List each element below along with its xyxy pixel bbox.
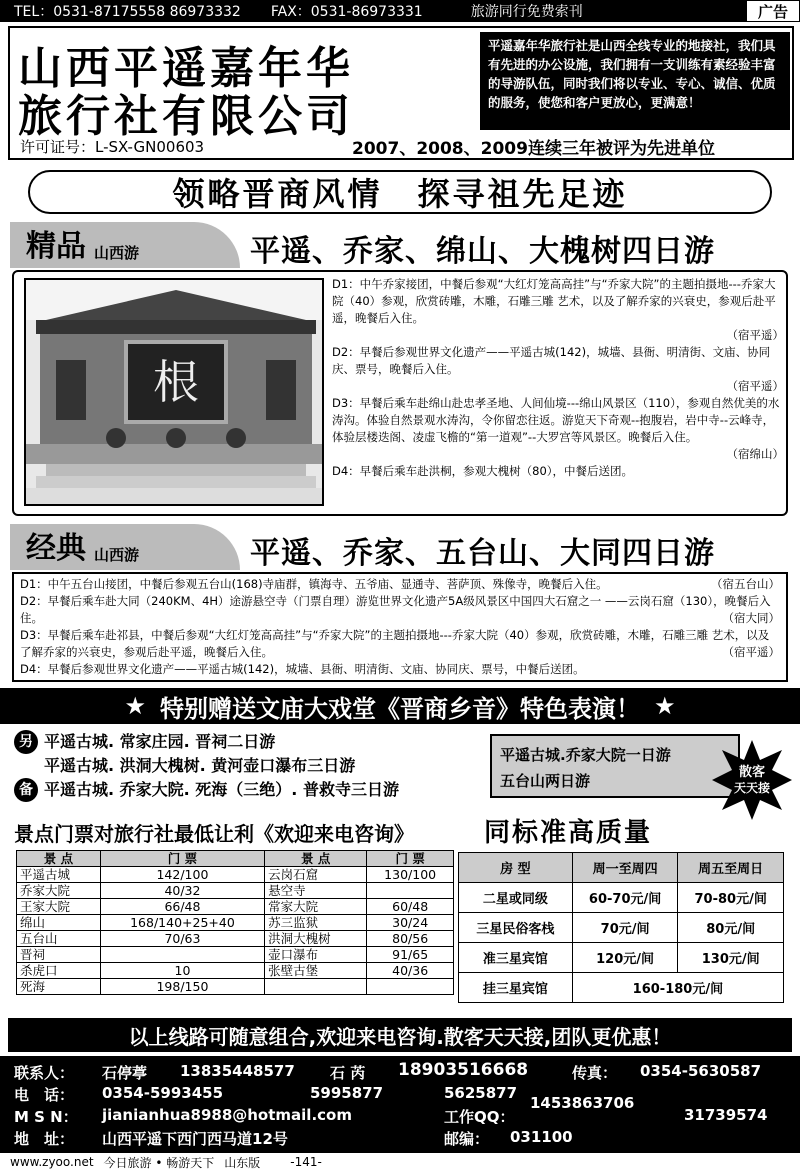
starburst-badge bbox=[710, 738, 794, 822]
tour2-day1-stay: （宿五台山） bbox=[711, 577, 780, 591]
fax-label: 传真： bbox=[572, 1064, 618, 1082]
tour1-badge bbox=[10, 222, 240, 268]
top-fax: FAX：0531-86973331 bbox=[270, 4, 423, 20]
temple-gate-photo bbox=[24, 278, 324, 506]
award-text: 2007、2008、2009连续三年被评为先进单位 bbox=[352, 139, 715, 159]
day-tours-box bbox=[490, 734, 740, 798]
contact-block bbox=[0, 1056, 800, 1152]
slogan-banner: 领略晋商风情 探寻祖先足迹 bbox=[28, 170, 772, 214]
zip-label: 邮编： bbox=[444, 1130, 490, 1148]
footer-edition: 山东版 bbox=[224, 1155, 261, 1170]
msn-label: M S N： bbox=[14, 1108, 78, 1126]
company-name-line2: 旅行社有限公司 bbox=[18, 91, 354, 142]
mark-other: 另 bbox=[14, 730, 38, 754]
star-text-2: 天天接 bbox=[733, 781, 771, 795]
temple-gate-illustration bbox=[26, 280, 324, 506]
ad-label: 广告 bbox=[746, 0, 800, 22]
contact-person1: 石停葶 bbox=[102, 1064, 148, 1082]
star-icon: ★ bbox=[124, 692, 146, 720]
table-row: 准三星宾馆 120元/间 130元/间 bbox=[459, 943, 784, 973]
footer-brand: 今日旅游 • 畅游天下 bbox=[103, 1155, 215, 1170]
address-label: 地 址： bbox=[14, 1130, 75, 1148]
tour2-badge-big: 经典 bbox=[26, 531, 86, 566]
table-row: 二星或同级 60-70元/间 70-80元/间 bbox=[459, 883, 784, 913]
top-bar bbox=[0, 0, 800, 22]
table-row: 晋祠 壶口瀑布 91/65 bbox=[17, 947, 454, 963]
tour1-route: 平遥、乔家、绵山、大槐树四日游 bbox=[250, 234, 715, 269]
contact-phone2: 18903516668 bbox=[398, 1060, 529, 1080]
tour2-day3: D3：早餐后乘车赴祁县，中餐后参观“大红灯笼高高挂”与“乔家大院”的主题拍摄地---乔家大院（40）参观，欣赏砖雕，木雕，石雕三雕 艺术，以及了解乔家的兴衰史，参观后赴平遥，晚餐后入住。 （宿平遥） bbox=[20, 628, 780, 659]
tour2-day2-stay: （宿大同） bbox=[722, 611, 780, 625]
hotel-table bbox=[458, 852, 784, 1003]
tel-number2: 5995877 bbox=[310, 1084, 384, 1102]
tour2-route: 平遥、乔家、五台山、大同四日游 bbox=[250, 536, 715, 571]
tour2-day4: D4：早餐后参观世界文化遗产——平遥古城(142)，城墙、县衙、明清街、文庙、协同庆、票号，中餐后送团。 bbox=[20, 662, 585, 676]
table-row: 死海 198/150 bbox=[17, 979, 454, 995]
tour2-day3-stay: （宿平遥） bbox=[722, 645, 780, 659]
photo-character: 根 bbox=[153, 355, 199, 409]
tel-label: 电 话： bbox=[14, 1086, 75, 1104]
contact-person2: 石 芮 bbox=[330, 1064, 366, 1082]
table-row: 王家大院 66/48 常家大院 60/48 bbox=[17, 899, 454, 915]
tour1-days bbox=[332, 276, 784, 480]
footer-site[interactable]: www.zyoo.net bbox=[10, 1155, 94, 1169]
tour1-day1-stay: （宿平遥） bbox=[726, 328, 784, 342]
tour1-day4: D4：早餐后乘车赴洪桐，参观大槐树（80），中餐后送团。 bbox=[332, 464, 634, 478]
table-row: 杀虎口 10 张壁古堡 40/36 bbox=[17, 963, 454, 979]
tel-number3: 5625877 bbox=[444, 1084, 518, 1102]
msn-address: jianianhua8988@hotmail.com bbox=[102, 1106, 352, 1124]
ticket-table bbox=[16, 850, 454, 995]
tour2-day1: D1：中午五台山接团，中餐后参观五台山(168)寺庙群，镇海寺、五爷庙、显通寺、菩萨顶、殊像寺，晚餐后入住。 （宿五台山） bbox=[20, 577, 780, 591]
hotel-header-row: 房 型 周一至周四 周五至周日 bbox=[459, 853, 784, 883]
page-footer bbox=[0, 1152, 800, 1171]
tour1-day3: D3：早餐后乘车赴绵山赴忠孝圣地、人间仙境---绵山风景区（110），参观自然优美的水涛沟。体验自然景观水涛沟，令你留恋往返。游览天下奇观--抱腹岩，岩中寺--云峰寺，体验层楼迭阁、凌虚飞檐的“第一道观”--大罗宫等风景区。晚餐后入住。 bbox=[332, 396, 780, 444]
tour2-title bbox=[10, 524, 792, 570]
top-guide: 旅游同行免费索刊 bbox=[470, 4, 583, 20]
tour2-badge-small: 山西游 bbox=[94, 546, 140, 564]
company-intro: 平遥嘉年华旅行社是山西全线专业的地接社，我们具有先进的办公设施，我们拥有一支训练有素经验丰富的导游队伍，同时我们将以专业、专心、诚信、优质的服务，使您和客户更放心，更满意！ bbox=[480, 32, 790, 130]
star-text-1: 散客 bbox=[738, 765, 766, 780]
tour2-badge bbox=[10, 524, 240, 570]
extra-route-2: 平遥古城. 洪洞大槐树. 黄河壶口瀑布三日游 bbox=[44, 756, 356, 775]
extra-route-1: 另 平遥古城. 常家庄园. 晋祠二日游 bbox=[14, 730, 474, 754]
table-row: 挂三星宾馆 160-180元/间 bbox=[459, 973, 784, 1003]
contact-phone1: 13835448577 bbox=[180, 1062, 295, 1080]
quality-slogan: 同标准高质量 bbox=[484, 818, 653, 848]
tour1-day2-stay: （宿平遥） bbox=[726, 379, 784, 393]
star-icon: ★ bbox=[654, 692, 676, 720]
day-tour-2: 五台山两日游 bbox=[500, 772, 591, 790]
mark-alt: 备 bbox=[14, 778, 38, 802]
fax-number: 0354-5630587 bbox=[640, 1062, 762, 1080]
tour1-itinerary-box bbox=[12, 270, 788, 516]
tour1-title bbox=[10, 222, 792, 268]
tour1-day3-stay: （宿绵山） bbox=[726, 447, 784, 461]
qq-number2: 31739574 bbox=[684, 1106, 768, 1124]
page-number: -141- bbox=[290, 1155, 322, 1169]
table-row: 平遥古城 142/100 云岗石窟 130/100 bbox=[17, 867, 454, 883]
tour1-day2: D2：早餐后参观世界文化遗产——平遥古城(142)，城墙、县衙、明清街、文庙、协同庆、票号，晚餐后入住。 bbox=[332, 345, 771, 376]
tour1-badge-big: 精品 bbox=[26, 229, 86, 264]
company-header bbox=[8, 26, 794, 160]
gift-text: 特别赠送文庙大戏堂《晋商乡音》特色表演！ bbox=[160, 694, 640, 723]
ticket-header-row: 景 点 门 票 景 点 门 票 bbox=[17, 851, 454, 867]
contact-person-label: 联系人： bbox=[14, 1064, 75, 1082]
qq-number1: 1453863706 bbox=[530, 1094, 635, 1112]
tour2-day2: D2：早餐后乘车赴大同（240KM、4H）途游悬空寺（门票自理）游览世界文化遗产5A级风景区中国四大石窟之一 ——云岗石窟（130），晚餐后入住。 （宿大同） bbox=[20, 594, 780, 625]
tour1-badge-small: 山西游 bbox=[94, 244, 140, 262]
combo-banner: 以上线路可随意组合,欢迎来电咨询.散客天天接,团队更优惠！ bbox=[8, 1018, 792, 1052]
table-row: 绵山 168/140+25+40 苏三监狱 30/24 bbox=[17, 915, 454, 931]
address-text: 山西平遥下西门西马道12号 bbox=[102, 1130, 288, 1148]
day-tour-1: 平遥古城.乔家大院一日游 bbox=[500, 746, 671, 764]
gift-banner bbox=[0, 688, 800, 724]
table-row: 乔家大院 40/32 悬空寺 bbox=[17, 883, 454, 899]
tour2-itinerary-box bbox=[12, 572, 788, 682]
company-name-line1: 山西平遥嘉年华 bbox=[18, 43, 354, 94]
extra-route-3: 备 平遥古城. 乔家大院. 死海（三绝）. 普救寺三日游 bbox=[14, 778, 474, 802]
extra-routes bbox=[14, 730, 474, 802]
table-row: 五台山 70/63 洪洞大槐树 80/56 bbox=[17, 931, 454, 947]
license-number: 许可证号：L-SX-GN00603 bbox=[20, 138, 205, 156]
qq-label: 工作QQ： bbox=[444, 1108, 515, 1126]
top-tel: TEL：0531-87175558 86973332 bbox=[14, 4, 241, 20]
ticket-heading: 景点门票对旅行社最低让利《欢迎来电咨询》 bbox=[14, 822, 414, 846]
tour1-day1: D1：中午乔家接团，中餐后参观“大红灯笼高高挂”与“乔家大院”的主题拍摄地---乔家大院（40）参观，欣赏砖雕，木雕，石雕三雕 艺术，以及了解乔家的兴衰史，参观后赴平遥，晚餐后入住。 bbox=[332, 277, 776, 325]
zip-code: 031100 bbox=[510, 1128, 573, 1146]
table-row: 三星民俗客栈 70元/间 80元/间 bbox=[459, 913, 784, 943]
tel-number1: 0354-5993455 bbox=[102, 1084, 224, 1102]
